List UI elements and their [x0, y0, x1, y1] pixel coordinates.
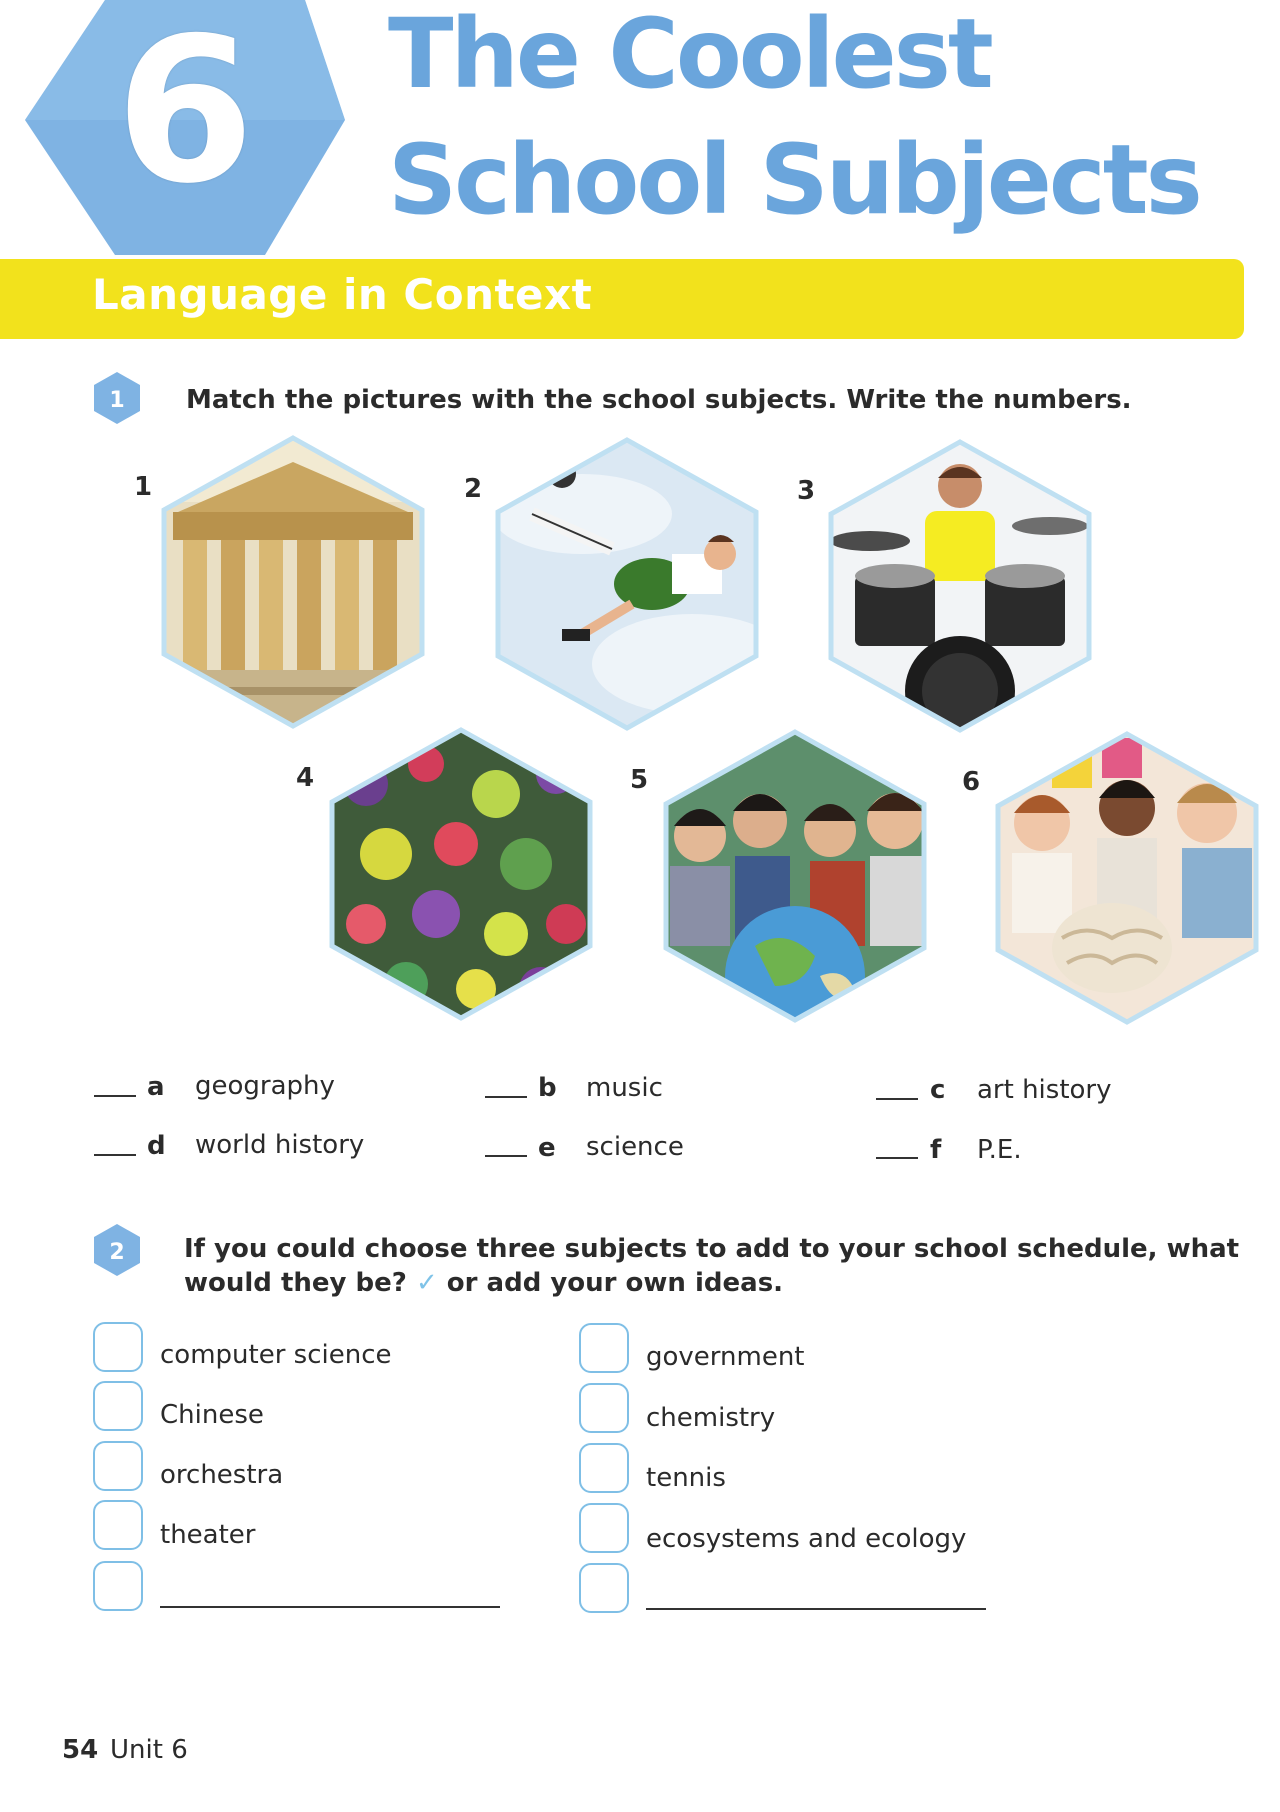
- checkbox-own-idea-right[interactable]: [579, 1563, 629, 1613]
- kids-brain-model-photo: [992, 728, 1262, 1028]
- answer-blank-f[interactable]: [876, 1157, 918, 1159]
- checkbox-theater[interactable]: [93, 1500, 143, 1550]
- ancient-temple-photo: [158, 432, 428, 732]
- exercise-2-number-badge: [92, 1222, 142, 1278]
- kids-globe-photo: [660, 726, 930, 1026]
- unit-number: 6: [115, 0, 255, 228]
- picture-number-5: 5: [630, 765, 649, 795]
- picture-number-4: 4: [296, 763, 315, 793]
- answer-letter-b: b: [538, 1073, 557, 1103]
- exercise-1-number-badge: [92, 370, 142, 426]
- option-ecosystems-ecology: ecosystems and ecology: [646, 1524, 967, 1554]
- answer-word-a: geography: [195, 1071, 335, 1101]
- checkbox-government[interactable]: [579, 1323, 629, 1373]
- exercise-2-instruction: [184, 1232, 1280, 1300]
- picture-number-1: 1: [134, 472, 153, 502]
- answer-letter-e: e: [538, 1133, 556, 1163]
- page-number: 54: [62, 1735, 99, 1765]
- picture-number-3: 3: [797, 476, 816, 506]
- option-orchestra: orchestra: [160, 1460, 284, 1490]
- own-idea-line-right[interactable]: [646, 1608, 986, 1610]
- exercise-2-instruction-part1: If you could choose three subjects to add to your school schedule, what would they be?: [184, 1234, 1240, 1298]
- answer-blank-e[interactable]: [485, 1155, 527, 1157]
- page-title-line-1: The Coolest: [388, 0, 991, 110]
- flower-painting-photo: [326, 724, 596, 1024]
- option-computer-science: computer science: [160, 1340, 392, 1370]
- option-government: government: [646, 1342, 805, 1372]
- exercise-1-instruction: Match the pictures with the school subjects. Write the numbers.: [186, 385, 1132, 415]
- option-chemistry: chemistry: [646, 1403, 776, 1433]
- section-title: Language in Context: [92, 270, 593, 319]
- answer-word-b: music: [586, 1073, 663, 1103]
- check-mark-icon: ✓: [415, 1268, 438, 1298]
- checkbox-chinese[interactable]: [93, 1381, 143, 1431]
- svg-text:1: 1: [109, 388, 125, 413]
- answer-letter-f: f: [930, 1135, 942, 1165]
- answer-word-e: science: [586, 1132, 684, 1162]
- page-title-line-2: School Subjects: [388, 124, 1200, 236]
- svg-text:2: 2: [109, 1240, 125, 1265]
- unit-label: Unit 6: [110, 1735, 188, 1765]
- option-chinese: Chinese: [160, 1400, 264, 1430]
- answer-blank-b[interactable]: [485, 1096, 527, 1098]
- answer-blank-d[interactable]: [94, 1154, 136, 1156]
- boy-drums-photo: [825, 436, 1095, 736]
- exercise-2-instruction-part2: or add your own ideas.: [446, 1268, 784, 1298]
- checkbox-ecosystems-ecology[interactable]: [579, 1503, 629, 1553]
- option-tennis: tennis: [646, 1463, 726, 1493]
- answer-blank-a[interactable]: [94, 1095, 136, 1097]
- answer-word-c: art history: [977, 1075, 1112, 1105]
- answer-letter-a: a: [147, 1072, 165, 1102]
- answer-blank-c[interactable]: [876, 1098, 918, 1100]
- checkbox-chemistry[interactable]: [579, 1383, 629, 1433]
- checkbox-orchestra[interactable]: [93, 1441, 143, 1491]
- picture-number-6: 6: [962, 767, 981, 797]
- soccer-kick-photo: [492, 434, 762, 734]
- checkbox-computer-science[interactable]: [93, 1322, 143, 1372]
- own-idea-line-left[interactable]: [160, 1606, 500, 1608]
- checkbox-own-idea-left[interactable]: [93, 1561, 143, 1611]
- answer-word-d: world history: [195, 1130, 365, 1160]
- answer-letter-d: d: [147, 1131, 166, 1161]
- answer-letter-c: c: [930, 1075, 946, 1105]
- checkbox-tennis[interactable]: [579, 1443, 629, 1493]
- answer-word-f: P.E.: [977, 1135, 1022, 1165]
- picture-number-2: 2: [464, 474, 483, 504]
- option-theater: theater: [160, 1520, 256, 1550]
